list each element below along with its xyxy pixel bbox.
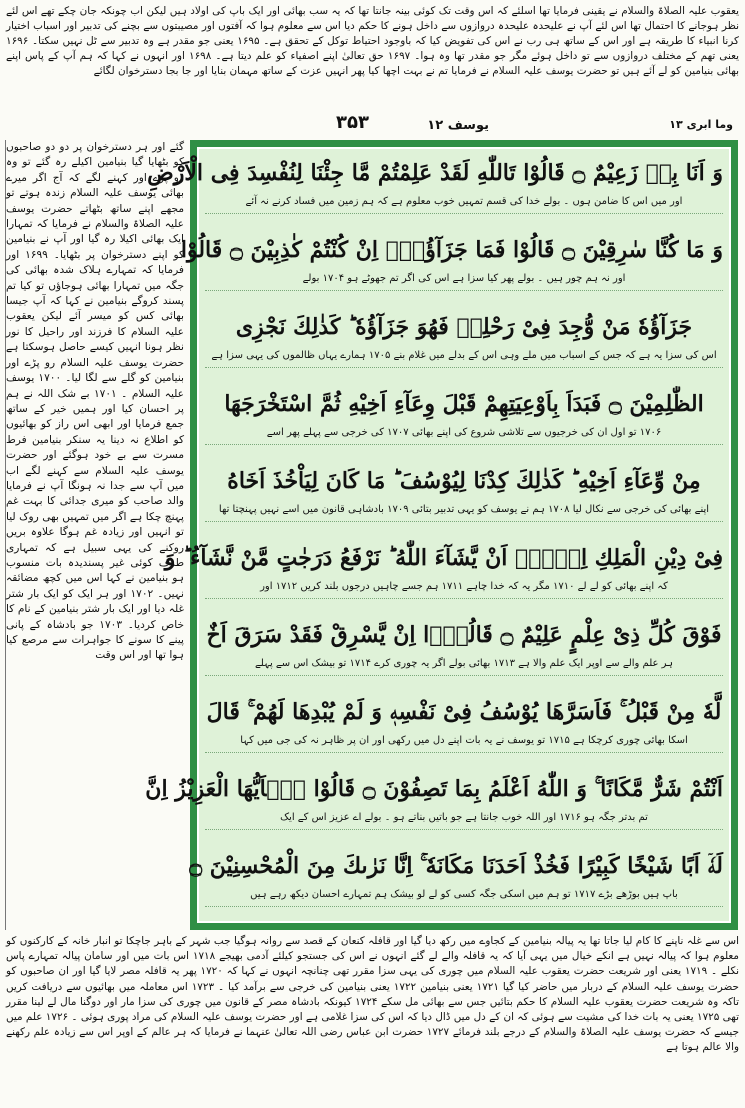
juz-label: وما ابری ۱۳ xyxy=(669,118,733,131)
arabic-line: جَزَآؤُهٗ مَنْ وُّجِدَ فِیْ رَحْلِهٖ فَهُوَ جَزَآؤُهٗ ؕ كَذٰلِكَ نَجْزِی xyxy=(235,314,693,340)
top-commentary: یعقوب علیہ الصلاۃ والسلام نے یقینی فرمایا تھا اسلئے کہ اس وقت تک کوئی بینہ جانتا تھا کہ یہ سب بھائی اور ایک باپ کی اولاد ہیں لیکن اب چونکہ جان چکے تھے اس لئے نظر ہوجانے کا احتمال تھا اس لئے آپ نے علیحدہ علیحدہ دروازوں سے داخل ہونے کا حکم دیا اس سے معلوم ہوا کہ آفتوں اور مصیبتوں سے بچنے کی تدبیر اور اسباب اختیار کرنا انبیاء کا طریقہ ہے اور اس کے ساتھ ہی رب نے اس کی تفویض کیا کہ باوجود احتیاط توکل کے تحقق ہے۔ ۱۶۹۵ یعنی جو مقدر ہے وہ تدبیر سے ٹل نہیں سکتا۔ ۱۶۹۶ یعنی تھم کے مختلف دروازوں سے تو داخل ہوئے مگر جو مقدر تھا وہ ہوا۔ ۱۶۹۷ حق تعالیٰ اپنے اصفیاء کو علم دیتا ہے۔ ۱۶۹۸ اور انہوں نے کہا کہ ہم آپ کے پاس اپنے بھائی بنیامین کو لے آئے ہیں تو حضرت یوسف علیہ السلام نے فرمایا تم نے بہت اچھا کیا پھر انہیں عزت کے ساتھ مہمان بنایا اور جا بجا دسترخوان لگائے xyxy=(6,5,740,77)
arabic-line: فَوْقَ كُلِّ ذِیْ عِلْمٍ عَلِیْمٌ ۝ قَالُوْۤا اِنْ یَّسْرِقْ فَقَدْ سَرَقَ اَخٌ xyxy=(206,622,722,648)
verse-line xyxy=(145,769,723,837)
translation-line: ۱۷۰۶ تو اول ان کی خرجیوں سے تلاشی شروع کی اپنے بھائی ۱۷۰۷ کی خرجی سے پہلے پھر اسے xyxy=(205,424,723,445)
verse-line xyxy=(205,307,723,375)
translation-line: باپ ہیں بوڑھے بڑے ۱۷۱۷ تو ہم میں اسکی جگہ کسی کو لے لو بیشک ہم تمہارے احسان دیکھ رہے ہیں xyxy=(205,886,723,907)
verse-line xyxy=(205,692,723,760)
translation-line: اور نہ ہم چور ہیں ۔ بولے پھر کیا سزا ہے اس کی اگر تم جھوٹے ہو ۱۷۰۴ بولے xyxy=(205,270,723,291)
bottom-commentary: اس سے غلہ ناپنے کا کام لیا جاتا تھا یہ پیالہ بنیامین کے کجاوے میں رکھ دیا گیا اور قافلہ کنعان کے قصد سے روانہ ہوگیا جب شہر کے باہر جاچکا تو انبار خانہ کے کارکنوں کو معلوم ہوا کہ پیالہ نہیں ہے انکے خیال میں یہی آیا کہ یہ قافلہ والے لے گئے انہوں نے اس کی جستجو کیلئے آدمی بھیجے ۱۷۱۸ اس بات میں اور سامان پیالہ تمہارے پاس نکلے ۔ ۱۷۱۹ یعنی اور شریعت حضرت یعقوب علیہ السلام میں چوری کی یہی سزا مقرر تھی چنانچہ انہوں نے کہا کہ ۱۷۲۰ پھر یہ قافلہ مصر لایا گیا اور ان صاحبوں کو حضرت یوسف علیہ السلام کے دربار میں حاضر کیا گیا ۱۷۲۱ یعنی بنیامین ۱۷۲۲ یعنی بنیامین کی خرجی سے برآمد کیا ۔ ۱۷۲۳ اس معاملہ میں بھائیوں سے دریافت کریں تاکہ وہ شریعت حضرت یعقوب علیہ السلام کا حکم بتائیں جس سے بھائی مل سکے ۱۷۲۴ کیونکہ بادشاہ مصر کے قانون میں چوری کی سزا مار اور دوگنا مال لے لینا مقرر تھی ۱۷۲۵ یعنی یہ بات خدا کی مشیت سے ہوئی کہ ان کے دل میں ڈال دیا کہ اس کی سزا غلامی ہے اور حضرت یوسف علیہ السلام کی مراد پوری ہوئی ۔ ۱۷۲۶ علم میں جیسے کہ حضرت یوسف علیہ الصلاۃ والسلام کے درجے بلند فرمائے ۱۷۲۷ حضرت ابن عباس رضی اللہ تعالیٰ عنہما نے فرمایا کہ ہر عالم کے اوپر اس سے زیادہ علم رکھنے والا عالم ہوتا ہے xyxy=(6,935,739,1054)
page-number: ۳۵۳ xyxy=(336,112,369,133)
translation-line: اپنے بھائی کی خرجی سے نکال لیا ۱۷۰۸ ہم نے یوسف کو یہی تدبیر بتائی ۱۷۰۹ بادشاہی قانون میں اسے نہیں پہنچتا تھا xyxy=(205,501,723,522)
arabic-line: لَهٗۤ اَبًا شَیْخًا كَبِیْرًا فَخُذْ اَحَدَنَا مَكَانَهٗ ۚ اِنَّا نَرٰىكَ مِنَ الْمُحْسِنِیْنَ ۝ xyxy=(189,853,723,879)
arabic-line: لَّهٗ مِنْ قَبْلُ ۚ فَاَسَرَّهَا یُوْسُفُ فِیْ نَفْسِهٖ وَ لَمْ یُبْدِهَا لَهُمْ ۚ قَالَ xyxy=(206,699,722,725)
verse-line xyxy=(189,846,723,914)
surah-label: یوسف ۱۲ xyxy=(427,118,489,133)
translation-line: اور میں اس کا ضامن ہوں ۔ بولے خدا کی قسم تمہیں خوب معلوم ہے کہ ہم زمین میں فساد کرنے نہ آئے xyxy=(205,193,723,214)
arabic-line: الظّٰلِمِیْنَ ۝ فَبَدَاَ بِاَوْعِیَتِهِمْ قَبْلَ وِعَآءِ اَخِیْهِ ثُمَّ اسْتَخْرَجَهَا xyxy=(224,391,704,417)
verse-line xyxy=(205,615,723,683)
translation-line: اس کی سزا یہ ہے کہ جس کے اسباب میں ملے وہی اس کے بدلے میں غلام بنے ۱۷۰۵ ہمارے یہاں ظالموں کی یہی سزا ہے xyxy=(205,347,723,368)
verse-line xyxy=(147,153,723,221)
translation-line: اسکا بھائی چوری کرچکا ہے ۱۷۱۵ تو یوسف نے یہ بات اپنے دل میں رکھی اور ان پر ظاہر نہ کی جی میں کہا xyxy=(205,732,723,753)
translation-line: کہ اپنے بھائی کو لے لے ۱۷۱۰ مگر یہ کہ خدا چاہے ۱۷۱۱ ہم جسے چاہیں درجوں بلند کریں ۱۷۱۲ اور xyxy=(205,578,723,599)
page-header xyxy=(6,108,739,136)
side-commentary: گئے اور ہر دسترخوان پر دو دو صاحبوں کو بٹھایا گیا بنیامین اکیلے رہ گئے تو وہ رو پڑے اور کہنے لگے کہ آج اگر میرے بھائی یوسف علیہ السلام زندہ ہوتے تو مجھے اپنے ساتھ بٹھاتے حضرت یوسف علیہ الصلاۃ والسلام نے فرمایا کہ تمہارا ایک بھائی اکیلا رہ گیا اور آپ نے بنیامین کو اپنے دسترخوان پر بٹھایا۔ ۱۶۹۹ اور فرمایا کہ تمہارے ہلاک شدہ بھائی کی جگہ میں تمہارا بھائی ہوجاؤں تو کیا تم پسند کروگے بنیامین نے کہا کہ آپ جیسا بھائی کس کو میسر آئے لیکن یعقوب علیہ السلام کا فرزند اور راحیل کا نور نظر ہونا انہیں کیسے حاصل ہوسکتا ہے حضرت یوسف علیہ السلام رو پڑے اور بنیامین کو گلے سے لگا لیا۔ ۱۷۰۰ یوسف علیہ السلام ۔ ۱۷۰۱ بے شک اللہ نے ہم پر احسان کیا اور ہمیں خیر کے ساتھ جمع فرمایا اور ابھی اس راز کو بھائیوں کو اطلاع نہ دینا یہ سنکر بنیامین فرط مسرت سے بے خود ہوگئے اور حضرت یوسف علیہ السلام سے کہنے لگے اب میں آپ سے جدا نہ ہونگا آپ نے فرمایا والد صاحب کو میری جدائی کا بہت غم پہنچ چکا ہے اگر میں تمہیں بھی روک لیا تو انہیں اور زیادہ غم ہوگا علاوہ بریں روکنے کی یہی سبیل ہے کہ تمہاری طرف کوئی غیر پسندیدہ بات منسوب ہو بنیامین نے کہا اس میں کچھ مضائقہ نہیں۔ ۱۷۰۲ اور ہر ایک کو ایک بار شتر غلہ دیا اور ایک بار شتر بنیامین کے نام کا خاص کردیا۔ ۱۷۰۳ جو بادشاہ کے پانی پینے کا سونے کا جواہرات سے مرصع کیا ہوا تھا اور اس وقت xyxy=(5,140,188,930)
arabic-line: اَنْتُمْ شَرٌّ مَّكَانًا ۚ وَ اللّٰهُ اَعْلَمُ بِمَا تَصِفُوْنَ ۝ قَالُوْا یٰۤاَیُّهَا الْعَزِیْزُ اِنَّ xyxy=(145,776,723,802)
translation-line: تم بدتر جگہ ہو ۱۷۱۶ اور اللہ خوب جانتا ہے جو باتیں بناتے ہو ۔ بولے اے عزیز اس کے ایک xyxy=(205,809,723,830)
translation-line: ہر علم والے سے اوپر ایک علم والا ہے ۱۷۱۳ بھائی بولے اگر یہ چوری کرے ۱۷۱۴ تو بیشک اس سے پہلے xyxy=(205,655,723,676)
quran-text-frame xyxy=(145,140,738,930)
verse-line xyxy=(164,538,723,606)
verse-line xyxy=(205,461,723,529)
quran-text-area xyxy=(145,147,731,923)
arabic-line: فِیْ دِیْنِ الْمَلِكِ اِلَّاۤ اَنْ یَّشَآءَ اللّٰهُ ؕ نَرْفَعُ دَرَجٰتٍ مَّنْ نَّشَآءُ ؕ وَ xyxy=(164,545,723,571)
arabic-line: وَ اَنَا بِهٖ زَعِیْمٌ ۝ قَالُوْا تَاللّٰهِ لَقَدْ عَلِمْتُمْ مَّا جِئْنَا لِنُفْسِدَ فِی الْاَرْضِ xyxy=(147,160,723,186)
verse-line xyxy=(180,230,723,298)
arabic-line: مِنْ وِّعَآءِ اَخِیْهِ ؕ كَذٰلِكَ كِدْنَا لِیُوْسُفَ ؕ مَا كَانَ لِیَاْخُذَ اَخَاهُ xyxy=(227,468,701,494)
verse-line xyxy=(205,384,723,452)
arabic-line: وَ مَا كُنَّا سٰرِقِیْنَ ۝ قَالُوْا فَمَا جَزَآؤُهٗۤ اِنْ كُنْتُمْ كٰذِبِیْنَ ۝ قَالُوْا xyxy=(180,237,723,263)
